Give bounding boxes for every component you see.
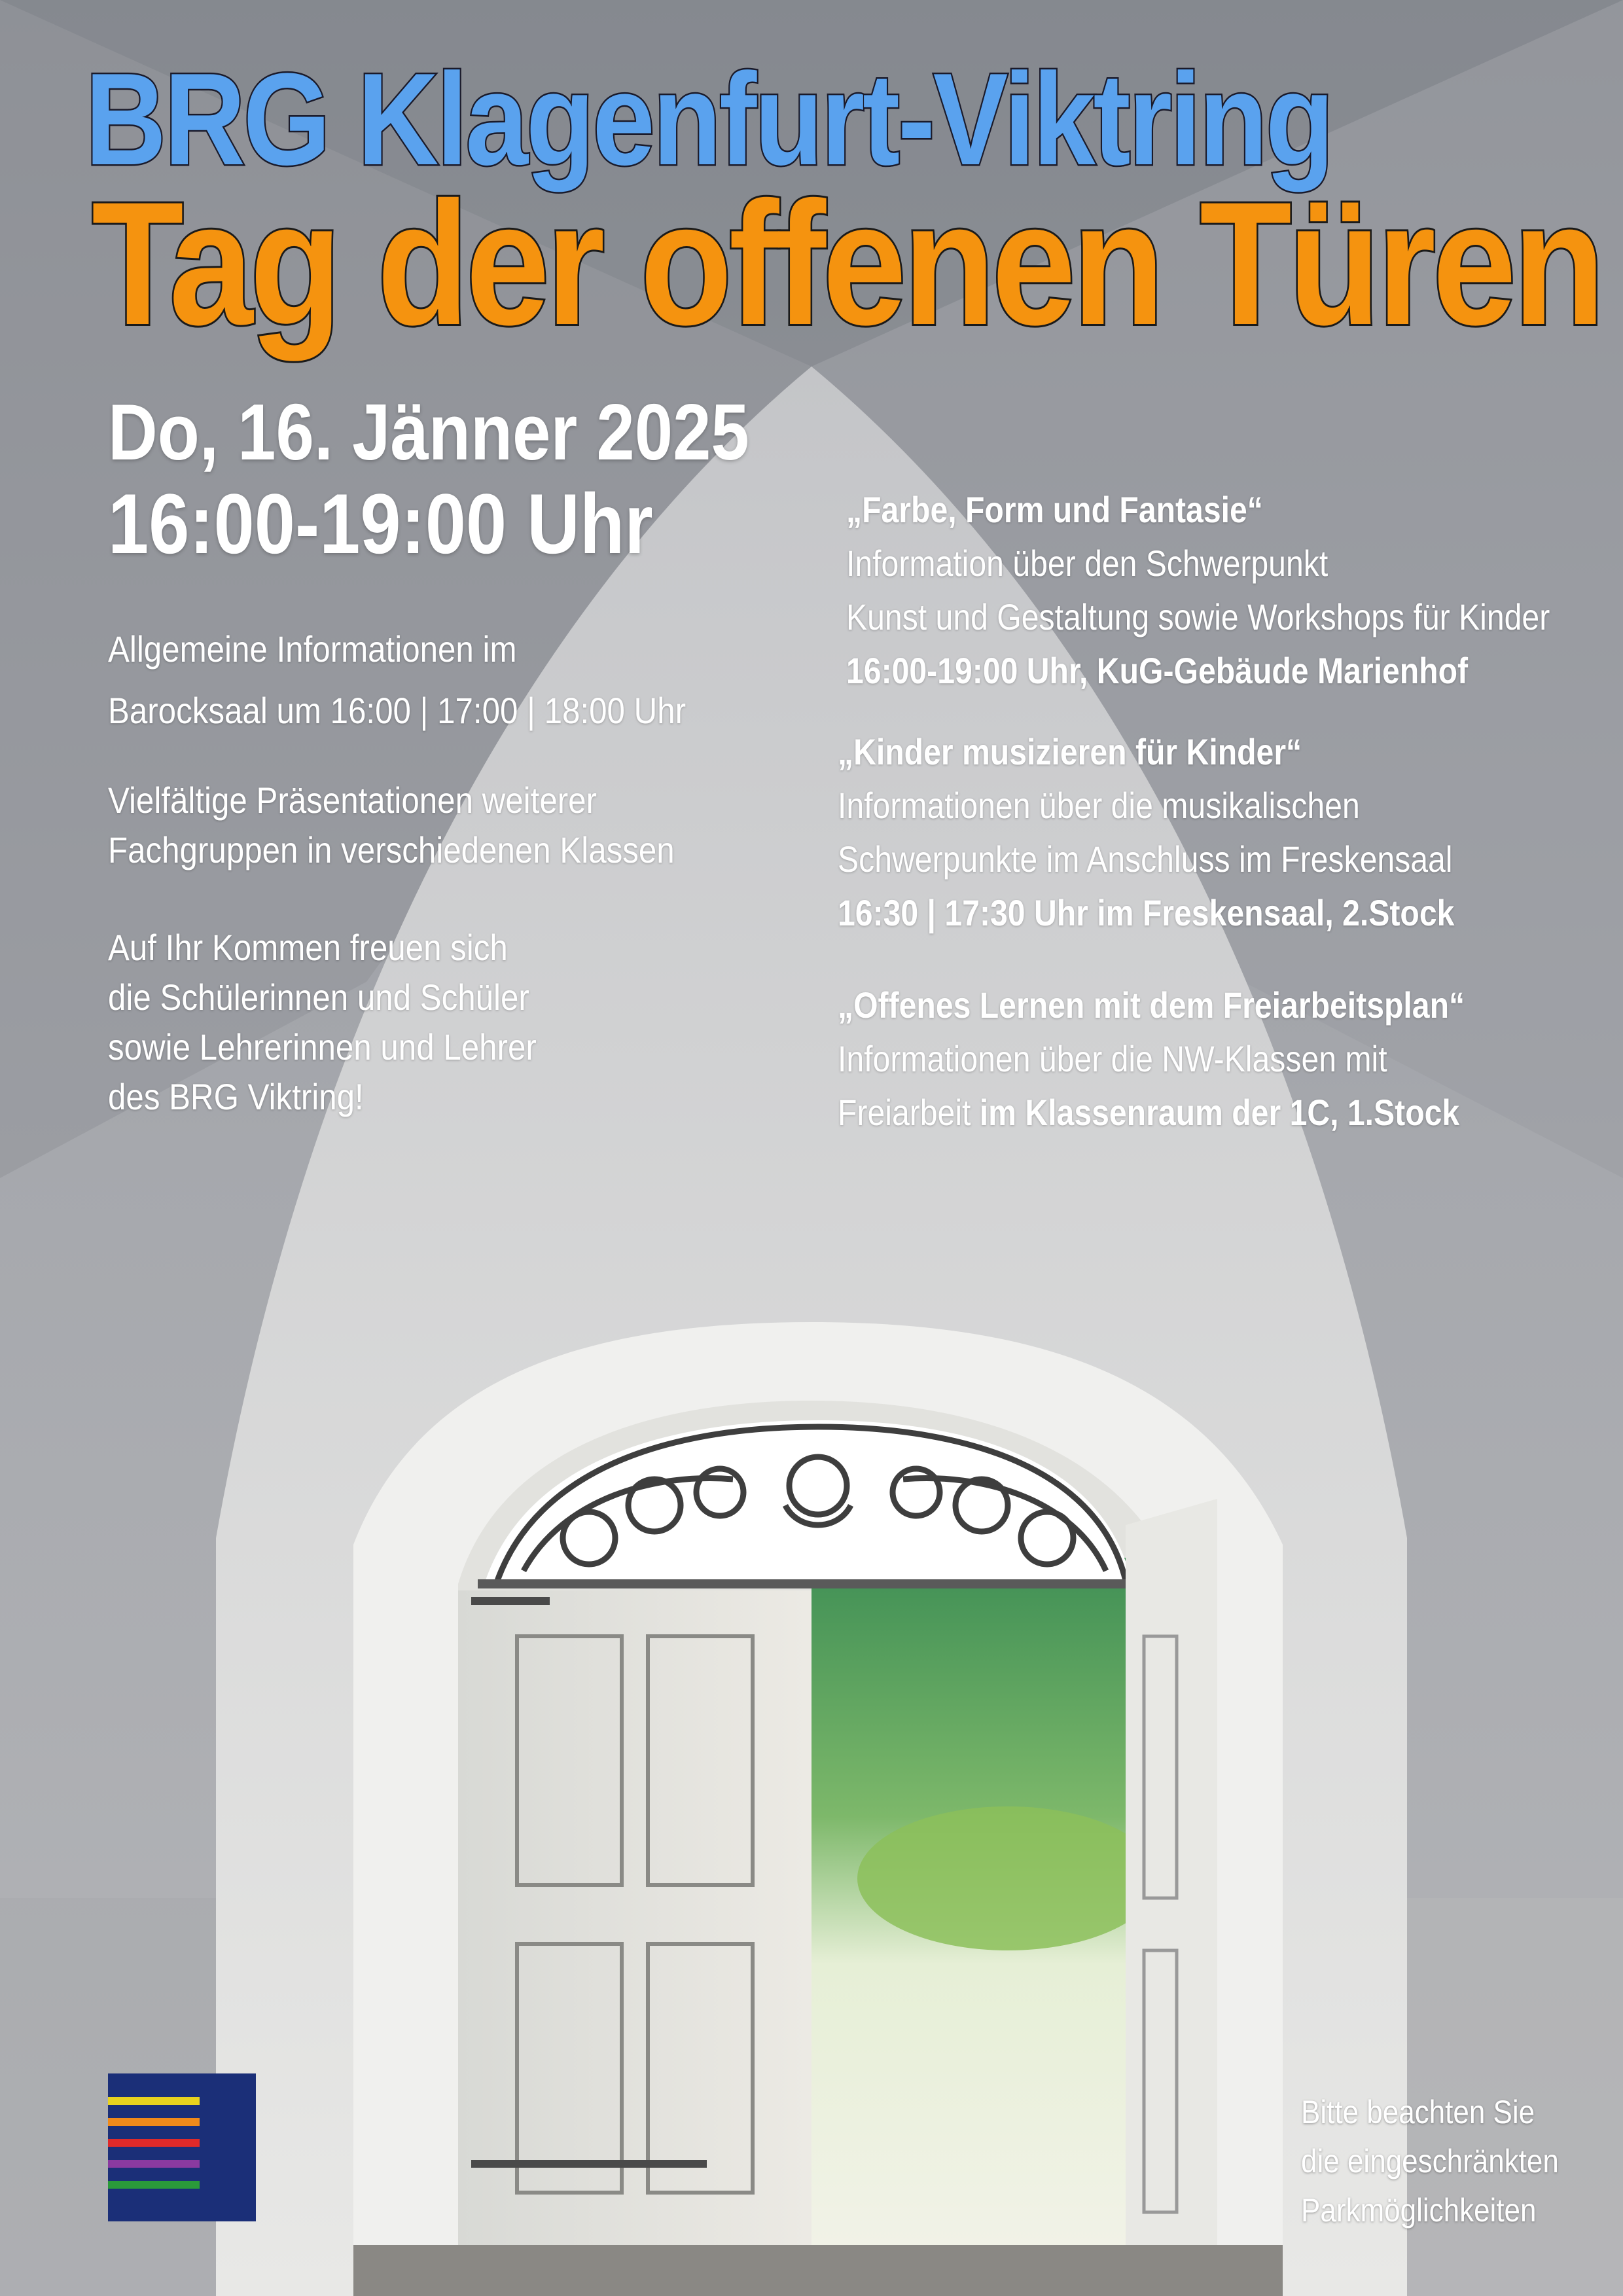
program-block-art	[846, 483, 1550, 698]
parking-notice-line: Parkmöglichkeiten	[1301, 2192, 1537, 2229]
welcome-line: die Schülerinnen und Schüler	[108, 977, 529, 1018]
program-block-open-learning	[838, 978, 1465, 1139]
logo-stripe	[108, 2139, 200, 2147]
program-description: Schwerpunkte im Anschluss im Freskensaal	[838, 838, 1453, 880]
program-description-location	[838, 1086, 1465, 1139]
program-title: „Offenes Lernen mit dem Freiarbeitsplan“	[838, 984, 1465, 1026]
presentations-text	[108, 776, 675, 875]
presentations-line: Vielfältige Präsentationen weiterer	[108, 780, 597, 821]
logo-stripe	[108, 2097, 200, 2105]
welcome-line: Auf Ihr Kommen freuen sich	[108, 927, 508, 968]
logo-stripe	[108, 2118, 200, 2126]
logo-stripe	[108, 2160, 200, 2168]
program-description: Information über den Schwerpunkt	[846, 543, 1329, 584]
parking-notice-line: Bitte beachten Sie	[1301, 2094, 1535, 2130]
program-description-plain: Freiarbeit	[838, 1092, 980, 1133]
parking-notice-line: die eingeschränkten	[1301, 2143, 1559, 2179]
event-title-heading: Tag der offenen Türen	[92, 165, 1602, 361]
logo-stripe	[108, 2181, 200, 2189]
event-date-time	[108, 386, 749, 569]
school-logo-icon	[108, 2073, 256, 2221]
program-block-music	[838, 725, 1454, 940]
welcome-line: des BRG Viktring!	[108, 1076, 364, 1117]
program-location: im Klassenraum der 1C, 1.Stock	[979, 1092, 1460, 1133]
program-time-location: 16:30 | 17:30 Uhr im Freskensaal, 2.Stock	[838, 892, 1455, 933]
general-info-line: Allgemeine Informationen im	[108, 628, 517, 670]
general-information-text	[108, 619, 686, 742]
program-description: Informationen über die NW-Klassen mit	[838, 1038, 1387, 1079]
program-title: „Farbe, Form und Fantasie“	[846, 489, 1263, 530]
event-time: 16:00-19:00 Uhr	[108, 476, 653, 571]
welcome-text	[108, 923, 537, 1122]
general-info-line: Barocksaal um 16:00 | 17:00 | 18:00 Uhr	[108, 690, 687, 731]
presentations-line: Fachgruppen in verschiedenen Klassen	[108, 829, 675, 870]
program-time-location: 16:00-19:00 Uhr, KuG-Gebäude Marienhof	[846, 650, 1469, 691]
program-description: Informationen über die musikalischen	[838, 785, 1360, 826]
program-description: Kunst und Gestaltung sowie Workshops für Kinder	[846, 596, 1550, 637]
parking-notice	[1301, 2088, 1559, 2235]
welcome-line: sowie Lehrerinnen und Lehrer	[108, 1026, 537, 1067]
school-name-heading: BRG Klagenfurt-Viktring	[85, 46, 1332, 192]
event-date: Do, 16. Jänner 2025	[108, 387, 749, 476]
program-title: „Kinder musizieren für Kinder“	[838, 731, 1302, 772]
